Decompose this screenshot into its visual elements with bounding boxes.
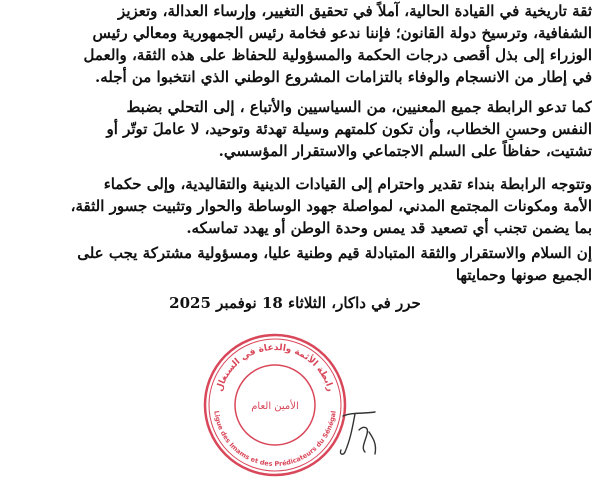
signature-stroke: [340, 412, 375, 454]
stamp-ring-text-ar: رابطة الأئمة والدعاة في السنغال: [214, 342, 336, 393]
paragraph-trust: [6, 0, 592, 88]
signing-place-date: حرر في داكار، الثلاثاء 18 نوفمبر 2025: [169, 294, 421, 312]
stamp-center-text: الأمين العام: [251, 401, 299, 412]
text-line: في إطار من الانسجام والوفاء بالتزامات المشروع الوطني الذي انتخبوا من أجله.: [94, 68, 592, 86]
text-line: إن السلام والاستقرار والثقة المتبادلة قيم وطنية عليا، ومسؤولية مشتركة يجب على: [77, 244, 592, 262]
text-line: الشفافية، وترسيخ دولة القانون؛ فإننا ندعو فخامة رئيس الجمهورية ومعالي رئيس: [92, 24, 592, 42]
official-stamp: [200, 330, 350, 480]
paragraph-peace: [6, 242, 592, 286]
paragraph-call-restraint: [6, 96, 592, 162]
text-line: النفس وحسنِ الخطاب، وأن تكون كلمتهم وسيلة تهدئة وتوحيد، لا عاملَ توتّر أو: [106, 120, 592, 138]
paragraph-religious-leaders: [6, 173, 592, 239]
signature-mark: [335, 408, 385, 460]
text-line: الوزراء إلى بذل أقصى درجات الحكمة والمسؤولية للحفاظ على هذه الثقة، والعمل: [83, 46, 592, 64]
text-line: بما يضمن تجنب أي تصعيد قد يمس وحدة الوطن أو يهدد تماسكه.: [186, 219, 592, 237]
text-line: تشتيت، حفاظاً على السلم الاجتماعي والاستقرار المؤسسي.: [218, 142, 592, 160]
text-line: الأمة ومكونات المجتمع المدني، لمواصلة جهود الوساطة والحوار وتثبيت جسور الثقة،: [70, 197, 592, 215]
text-line: كما تدعو الرابطة جميع المعنيين، من السياسيين والأتباع ، إلى التحلي بضبط: [126, 98, 592, 116]
stamp-ring-text-fr: Ligue des Imams et des Prédicateurs du Sénégal: [212, 410, 338, 469]
text-line: الجميع صونها وحمايتها: [455, 266, 592, 284]
text-line: ثقة تاريخية في القيادة الحالية، آملاً في تحقيق التغيير، وإرساء العدالة، وتعزيز: [118, 2, 592, 20]
text-line: وتتوجه الرابطة بنداء تقدير واحترام إلى القيادات الدينية والتقاليدية، وإلى حكماء: [103, 175, 592, 193]
